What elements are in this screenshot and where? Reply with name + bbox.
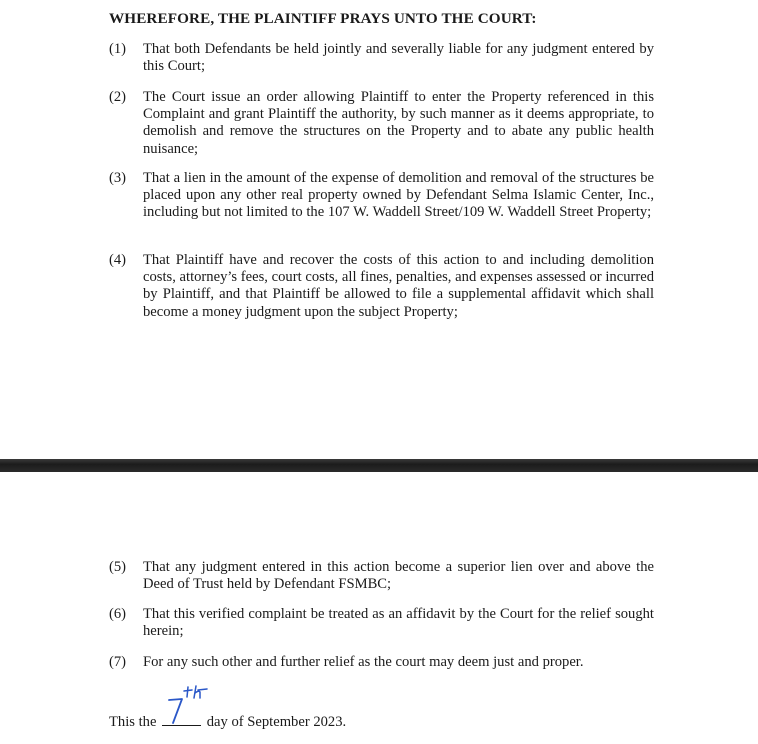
clause-text: The Court issue an order allowing Plaintiff to enter the Property referenced in this Complaint and grant Plaintiff the authority, by such manner as it deems appropriate, to demolish and remove the structures on the Property and to abate any public health nuisance;	[143, 89, 654, 157]
clause-text: For any such other and further relief as the court may deem just and proper.	[143, 654, 584, 670]
clause-number: (1)	[109, 41, 127, 57]
clause-number: (5)	[109, 559, 127, 575]
day-blank	[162, 711, 201, 726]
clause-text: That any judgment entered in this action become a superior lien over and above the Deed of Trust held by Defendant FSMBC;	[143, 559, 654, 593]
clause-number: (2)	[109, 89, 127, 105]
clause-number: (6)	[109, 606, 127, 622]
clause-7	[109, 654, 654, 671]
date-prefix: This the	[109, 714, 157, 730]
clause-3	[109, 170, 654, 222]
page-break-divider	[0, 459, 758, 472]
clause-1	[109, 41, 654, 75]
clause-5	[109, 559, 654, 593]
clause-number: (7)	[109, 654, 127, 670]
clause-4	[109, 252, 654, 321]
clause-6	[109, 606, 654, 640]
date-line	[109, 711, 346, 731]
date-suffix: day of September 2023.	[206, 714, 347, 730]
clause-text: That this verified complaint be treated as an affidavit by the Court for the relief sought herein;	[143, 606, 654, 640]
prayer-heading: WHEREFORE, THE PLAINTIFF PRAYS UNTO THE COURT:	[109, 10, 537, 27]
clause-number: (4)	[109, 252, 127, 268]
clause-text: That Plaintiff have and recover the costs of this action to and including demolition costs, attorney’s fees, court costs, all fines, penalties, and expenses assessed or incurred by Plaintiff, and that Plaintiff be allowed to file a supplemental affidavit which shall become a money judgment upon the subject Property;	[143, 252, 654, 320]
clause-2	[109, 89, 654, 158]
clause-text: That both Defendants be held jointly and severally liable for any judgment entered by this Court;	[143, 41, 654, 75]
clause-text: That a lien in the amount of the expense of demolition and removal of the structures be placed upon any other real property owned by Defendant Selma Islamic Center, Inc., including but not limited to the 107 W. Waddell Street/109 W. Waddell Street Property;	[143, 170, 654, 221]
clause-number: (3)	[109, 170, 127, 186]
